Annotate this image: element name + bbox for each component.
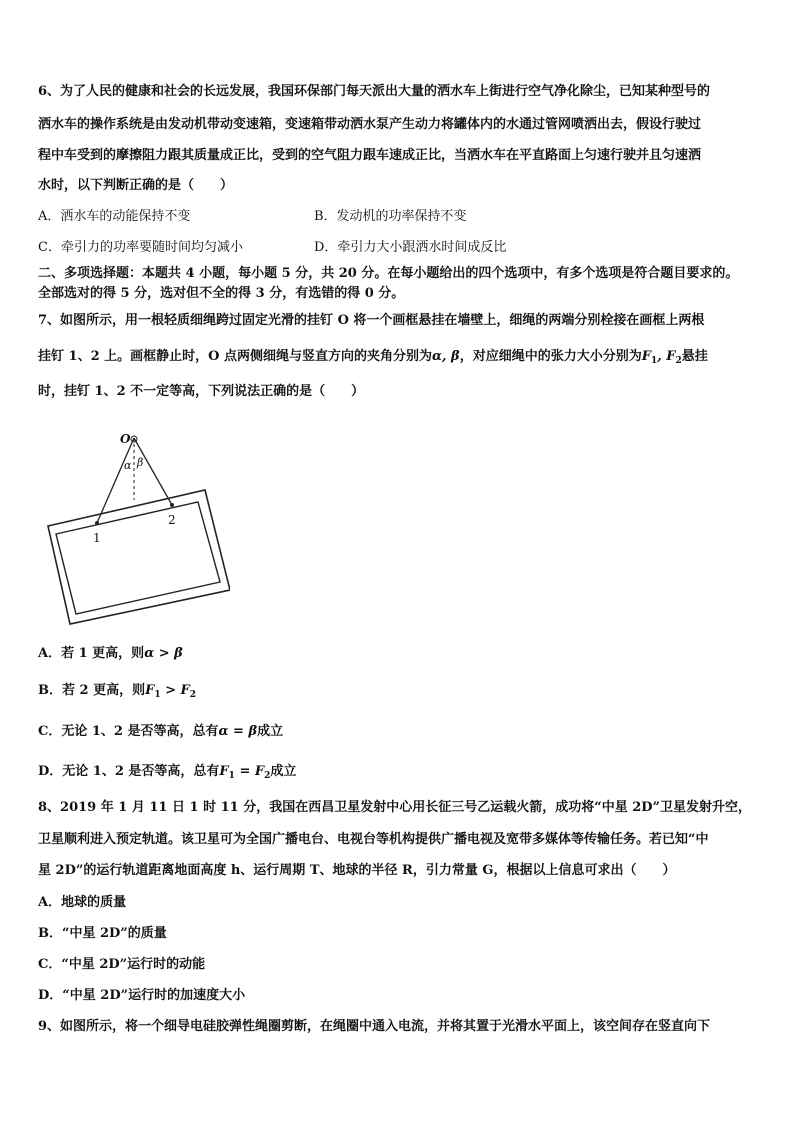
q7-tension-math: $F_1$, $F_2$ bbox=[641, 349, 682, 366]
nail-1 bbox=[95, 521, 99, 525]
nail-2 bbox=[170, 503, 174, 507]
q7-option-d-end: 成立 bbox=[270, 764, 297, 779]
rope-right bbox=[134, 438, 172, 505]
q7-angles-math: α, β bbox=[432, 349, 460, 364]
q9-line-1: 9、如图所示，将一个细导电硅胶弹性绳圈剪断，在绳圈中通入电流，并将其置于光滑水平面上，该空间存在竖直向下 bbox=[38, 1019, 711, 1034]
label-o: O bbox=[120, 432, 131, 446]
q6-option-d: D．牵引力大小跟洒水时间成反比 bbox=[314, 240, 507, 255]
q7-option-d-math: $F_1 = F_2$ bbox=[219, 764, 271, 781]
label-beta: β bbox=[137, 456, 144, 469]
q7-option-c-math: α = β bbox=[218, 724, 258, 739]
q7-picture-frame-figure bbox=[40, 428, 230, 628]
q6-option-a: A．洒水车的动能保持不变 bbox=[38, 209, 191, 224]
q7-option-b bbox=[38, 683, 196, 703]
label-2: 2 bbox=[168, 513, 176, 527]
q8-line-2: 卫星顺利进入预定轨道。该卫星可为全国广播电台、电视台等机构提供广播电视及宽带多媒体等传输任务。若已知“中 bbox=[38, 832, 709, 847]
q7-line-2-text-c: 悬挂 bbox=[681, 349, 708, 364]
frame-outer bbox=[48, 490, 230, 624]
q7-line-3: 时，挂钉 1、2 不一定等高，下列说法正确的是（ ） bbox=[38, 384, 365, 399]
q7-option-a bbox=[38, 646, 183, 662]
q7-option-c-text: C．无论 1、2 是否等高，总有 bbox=[38, 724, 219, 739]
q7-line-1: 7、如图所示，用一根轻质细绳跨过固定光滑的挂钉 O 将一个画框悬挂在墙壁上，细绳的两端分别栓接在画框上两根 bbox=[38, 313, 705, 328]
q7-option-b-math: $F_1 > F_2$ bbox=[145, 683, 197, 700]
q6-line-2: 洒水车的操作系统是由发动机带动变速箱，变速箱带动洒水泵产生动力将罐体内的水通过管网喷洒出去，假设行驶过 bbox=[38, 117, 702, 132]
q8-option-c: C．“中星 2D”运行时的动能 bbox=[38, 957, 206, 972]
q7-option-d-text: D．无论 1、2 是否等高，总有 bbox=[38, 764, 220, 779]
q6-line-1: 6、为了人民的健康和社会的长远发展，我国环保部门每天派出大量的洒水车上街进行空气净化除尘，已知某种型号的 bbox=[38, 84, 711, 99]
q7-line-2-text-b: ，对应细绳中的张力大小分别为 bbox=[459, 349, 642, 364]
q7-option-c-end: 成立 bbox=[257, 724, 284, 739]
q7-line-2-text-a: 挂钉 1、2 上。画框静止时，O 点两侧细绳与竖直方向的夹角分别为 bbox=[38, 349, 432, 364]
q6-line-4: 水时，以下判断正确的是（ ） bbox=[38, 178, 234, 193]
q6-option-c: C．牵引力的功率要随时间均匀减小 bbox=[38, 240, 243, 255]
section-2-line-2: 全部选对的得 5 分，选对但不全的得 3 分，有选错的得 0 分。 bbox=[38, 286, 405, 301]
q7-option-a-math: α > β bbox=[144, 646, 183, 661]
label-alpha: α bbox=[124, 459, 132, 472]
q8-line-1: 8、2019 年 1 月 11 日 1 时 11 分，我国在西昌卫星发射中心用长征三号乙运载火箭，成功将“中星 2D”卫星发射升空， bbox=[38, 800, 752, 815]
q7-option-c bbox=[38, 724, 283, 740]
q7-line-2 bbox=[38, 349, 708, 369]
q8-line-3: 星 2D”的运行轨道距离地面高度 h、运行周期 T、地球的半径 R，引力常量 G，根据以上信息可求出（ ） bbox=[38, 863, 676, 878]
q8-option-b: B．“中星 2D”的质量 bbox=[38, 926, 167, 941]
q7-option-b-text: B．若 2 更高，则 bbox=[38, 683, 146, 698]
q7-option-a-text: A．若 1 更高，则 bbox=[38, 646, 145, 661]
q6-option-b: B．发动机的功率保持不变 bbox=[314, 209, 467, 224]
label-1: 1 bbox=[93, 531, 101, 545]
q8-option-a: A．地球的质量 bbox=[38, 895, 127, 910]
section-2-line-1: 二、多项选择题：本题共 4 小题，每小题 5 分，共 20 分。在每小题给出的四个选项中，有多个选项是符合题目要求的。 bbox=[38, 266, 739, 281]
q8-option-d: D．“中星 2D”运行时的加速度大小 bbox=[38, 988, 246, 1003]
q6-line-3: 程中车受到的摩擦阻力跟其质量成正比，受到的空气阻力跟车速成正比，当洒水车在平直路面上匀速行驶并且匀速洒 bbox=[38, 148, 702, 163]
q7-option-d bbox=[38, 764, 296, 784]
